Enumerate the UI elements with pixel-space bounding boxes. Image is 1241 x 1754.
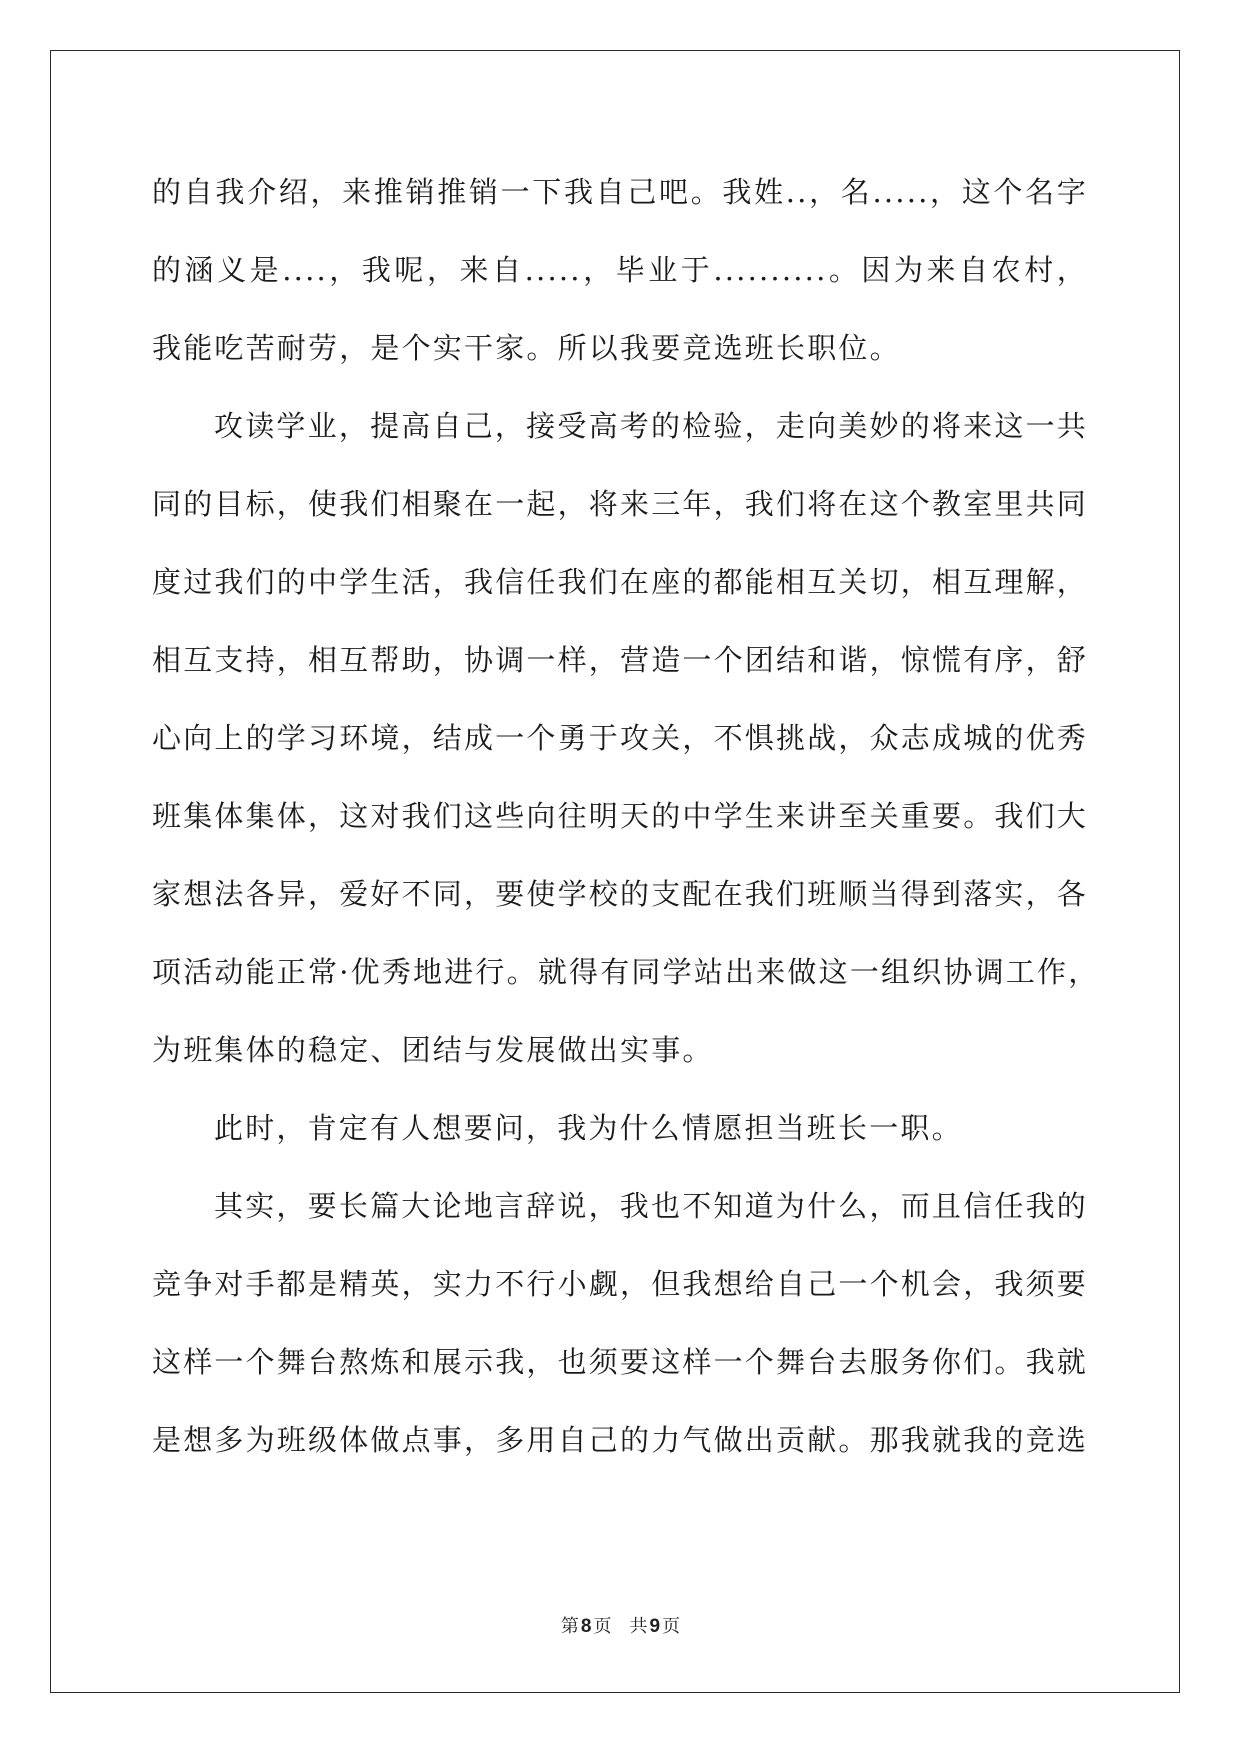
page-footer [0,1612,1241,1638]
text-line: 这样一个舞台熬炼和展示我，也须要这样一个舞台去服务你们。我就 [152,1345,1089,1379]
text-line: 我能吃苦耐劳，是个实干家。所以我要竞选班长职位。 [152,331,901,365]
body-text [152,163,1100,1489]
text-line: 家想法各异，爱好不同，要使学校的支配在我们班顺当得到落实，各 [152,877,1089,911]
footer-total-suffix: 页 [662,1616,681,1637]
text-line: 班集体集体，这对我们这些向往明天的中学生来讲至关重要。我们大 [152,799,1089,833]
text-line: 心向上的学习环境，结成一个勇于攻关，不惧挑战，众志成城的优秀 [152,721,1089,755]
footer-page-current: 8 [580,1616,592,1637]
text-line: 项活动能正常·优秀地进行。就得有同学站出来做这一组织协调工作， [152,955,1100,989]
text-line: 是想多为班级体做点事，多用自己的力气做出贡献。那我就我的竞选 [152,1423,1089,1457]
text-line: 度过我们的中学生活，我信任我们在座的都能相互关切，相互理解， [152,565,1089,599]
text-line: 的自我介绍，来推销推销一下我自己吧。我姓..，名.....，这个名字 [152,175,1088,209]
text-line: 相互支持，相互帮助，协调一样，营造一个团结和谐，惊慌有序，舒 [152,643,1089,677]
footer-total-prefix: 共 [629,1616,648,1637]
footer-page-prefix: 第 [560,1616,579,1637]
text-line: 攻读学业，提高自己，接受高考的检验，走向美妙的将来这一共 [214,409,1088,443]
text-line: 此时，肯定有人想要问，我为什么情愿担当班长一职。 [214,1111,963,1145]
text-line: 为班集体的稳定、团结与发展做出实事。 [152,1033,714,1067]
text-line: 的涵义是....，我呢，来自.....，毕业于..........。因为来自农村， [152,253,1088,287]
text-line: 同的目标，使我们相聚在一起，将来三年，我们将在这个教室里共同 [152,487,1089,521]
footer-page-total: 9 [649,1616,661,1637]
footer-page-suffix: 页 [593,1616,612,1637]
text-line: 其实，要长篇大论地言辞说，我也不知道为什么，而且信任我的 [214,1189,1088,1223]
text-line: 竞争对手都是精英，实力不行小觑，但我想给自己一个机会，我须要 [152,1267,1089,1301]
